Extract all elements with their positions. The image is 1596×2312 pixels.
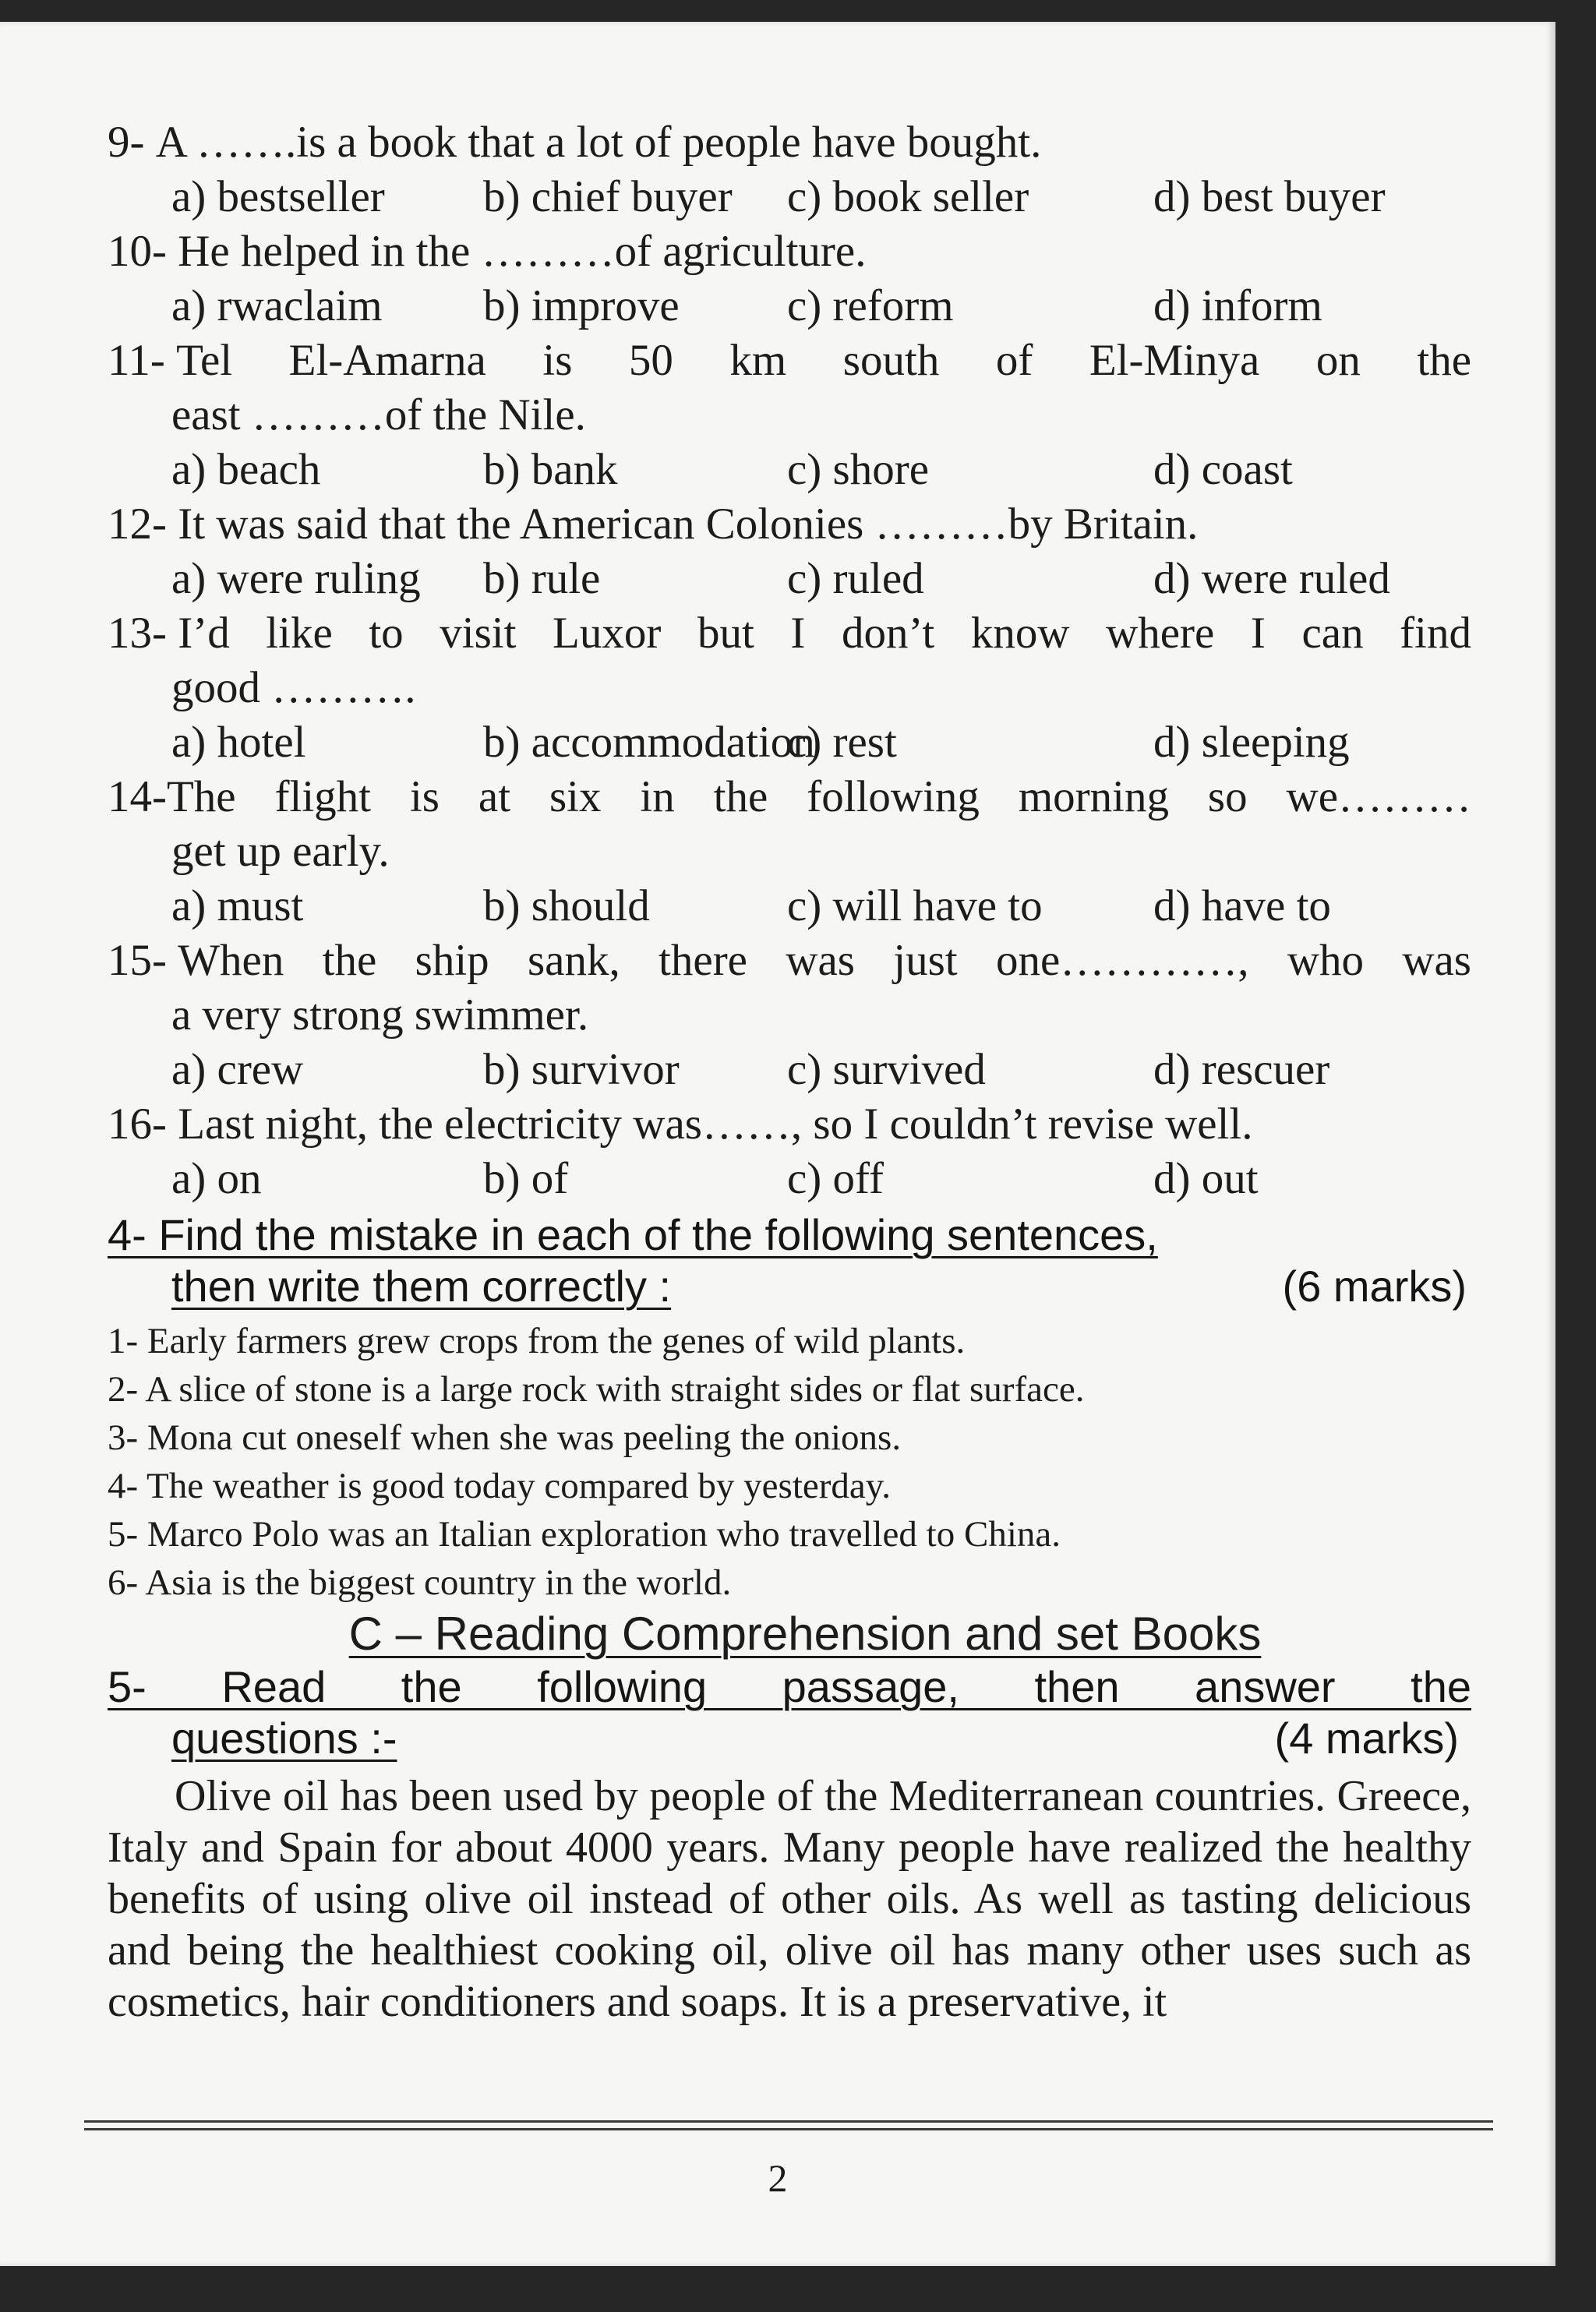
question-stem: When the ship sank, there was just one…………, who was [178, 936, 1471, 985]
mcq-question [108, 115, 1471, 224]
answer-option-b: b) of [483, 1154, 569, 1203]
section-5-instruction-line1: 5- Read the following passage, then answer the [108, 1662, 1471, 1711]
mcq-list [108, 115, 1471, 1206]
mistake-sentence-list [108, 1317, 1471, 1607]
question-number: 10- [108, 227, 178, 276]
section-4-instruction-line2: then write them correctly : [171, 1262, 672, 1311]
answer-option-b: b) survivor [483, 1045, 680, 1094]
answer-option-a: a) beach [171, 445, 321, 494]
answer-option-d: d) out [1153, 1154, 1259, 1203]
question-stem: I’d like to visit Luxor but I don’t know where I can find [178, 609, 1471, 658]
question-stem-continuation: good ………. [171, 663, 416, 712]
answer-option-c: c) book seller [787, 172, 1029, 221]
answer-option-d: d) rescuer [1153, 1045, 1330, 1094]
answer-option-c: c) ruled [787, 554, 924, 603]
answer-option-b: b) rule [483, 554, 601, 603]
mcq-question [108, 497, 1471, 606]
page-content [108, 115, 1471, 2028]
question-number: 14- [108, 772, 167, 821]
section-4-instruction-line1: 4- Find the mistake in each of the following sentences, [108, 1210, 1158, 1259]
question-number: 11- [108, 336, 177, 385]
answer-option-d: d) coast [1153, 445, 1293, 494]
answer-option-d: d) have to [1153, 881, 1331, 930]
answer-option-d: d) were ruled [1153, 554, 1390, 603]
answer-option-a: a) bestseller [171, 172, 385, 221]
mistake-sentence: 4- The weather is good today compared by yesterday. [108, 1466, 891, 1506]
question-stem-continuation: east ………of the Nile. [171, 390, 586, 439]
question-stem-line [108, 1097, 1471, 1152]
answer-options [108, 552, 1471, 606]
question-number: 16- [108, 1100, 178, 1149]
mistake-sentence: 2- A slice of stone is a large rock with straight sides or flat surface. [108, 1369, 1085, 1410]
answer-option-a: a) on [171, 1154, 262, 1203]
question-stem-line [108, 770, 1471, 824]
answer-option-c: c) will have to [787, 881, 1043, 930]
footer-rule [84, 2120, 1493, 2136]
answer-option-b: b) improve [483, 281, 680, 330]
answer-options [108, 170, 1471, 224]
question-number: 15- [108, 936, 178, 985]
question-stem-line [108, 934, 1471, 988]
answer-option-b: b) bank [483, 445, 618, 494]
answer-option-c: c) survived [787, 1045, 986, 1094]
question-stem-line [108, 606, 1471, 661]
answer-option-b: b) accommodation [483, 718, 815, 767]
question-stem: He helped in the ………of agriculture. [178, 227, 867, 276]
answer-options [108, 1043, 1471, 1097]
question-stem-continuation: get up early. [171, 827, 390, 876]
answer-option-b: b) should [483, 881, 650, 930]
answer-options [108, 1152, 1471, 1206]
question-stem: Tel El-Amarna is 50 km south of El-Minya on the [176, 336, 1471, 385]
mcq-question [108, 934, 1471, 1097]
mistake-sentence: 6- Asia is the biggest country in the world. [108, 1562, 732, 1603]
question-stem-line [108, 115, 1471, 170]
passage-text: Olive oil has been used by people of the Mediterranean countries. Greece, Italy and Spain for about 4000 years. Many people have realized the healthy benefits of using olive oil instead of other oils. As well as tasting delicious and being the healthiest cooking oil, olive oil has many other uses such as cosmetics, hair conditioners and soaps. It is a preservative, it [108, 1772, 1471, 2026]
section-4-heading [108, 1209, 1471, 1312]
answer-option-c: c) reform [787, 281, 954, 330]
question-number: 9- [108, 118, 156, 167]
answer-option-a: a) crew [171, 1045, 304, 1094]
mcq-question [108, 224, 1471, 334]
mistake-sentence: 5- Marco Polo was an Italian exploration who travelled to China. [108, 1514, 1061, 1555]
section-5-heading [108, 1661, 1471, 1764]
answer-option-c: c) shore [787, 445, 929, 494]
answer-options [108, 279, 1471, 334]
page-number: 2 [768, 2156, 788, 2200]
mcq-question [108, 1097, 1471, 1206]
question-stem: Last night, the electricity was……, so I couldn’t revise well. [178, 1100, 1253, 1149]
section-4-marks: (6 marks) [1282, 1262, 1467, 1311]
question-stem: The flight is at six in the following morning so we……… [166, 772, 1471, 821]
question-stem-line [108, 334, 1471, 388]
answer-options [108, 715, 1471, 770]
section-c-title: C – Reading Comprehension and set Books [348, 1608, 1262, 1660]
answer-option-a: a) rwaclaim [171, 281, 383, 330]
answer-option-c: c) off [787, 1154, 884, 1203]
question-stem: It was said that the American Colonies ………by Britain. [178, 499, 1199, 549]
exam-sheet [0, 22, 1555, 2266]
question-stem-line [108, 497, 1471, 552]
answer-option-a: a) must [171, 881, 304, 930]
answer-option-d: d) sleeping [1153, 718, 1350, 767]
answer-option-d: d) inform [1153, 281, 1322, 330]
question-stem: A …….is a book that a lot of people have bought. [155, 118, 1042, 167]
question-stem-continuation: a very strong swimmer. [171, 990, 589, 1040]
section-5-instruction-line2: questions :- [171, 1714, 397, 1763]
mcq-question [108, 770, 1471, 934]
question-number: 12- [108, 499, 178, 549]
answer-option-a: a) hotel [171, 718, 306, 767]
reading-passage [108, 1770, 1471, 2028]
answer-option-b: b) chief buyer [483, 172, 733, 221]
question-stem-line [108, 224, 1471, 279]
question-number: 13- [108, 609, 178, 658]
section-5-marks: (4 marks) [1274, 1714, 1459, 1763]
answer-option-c: c) rest [787, 718, 897, 767]
mcq-question [108, 334, 1471, 497]
answer-options [108, 879, 1471, 934]
mistake-sentence: 3- Mona cut oneself when she was peeling the onions. [108, 1417, 902, 1458]
answer-option-a: a) were ruling [171, 554, 421, 603]
answer-option-d: d) best buyer [1153, 172, 1386, 221]
mistake-sentence: 1- Early farmers grew crops from the genes of wild plants. [108, 1321, 966, 1361]
answer-options [108, 443, 1471, 497]
mcq-question [108, 606, 1471, 770]
